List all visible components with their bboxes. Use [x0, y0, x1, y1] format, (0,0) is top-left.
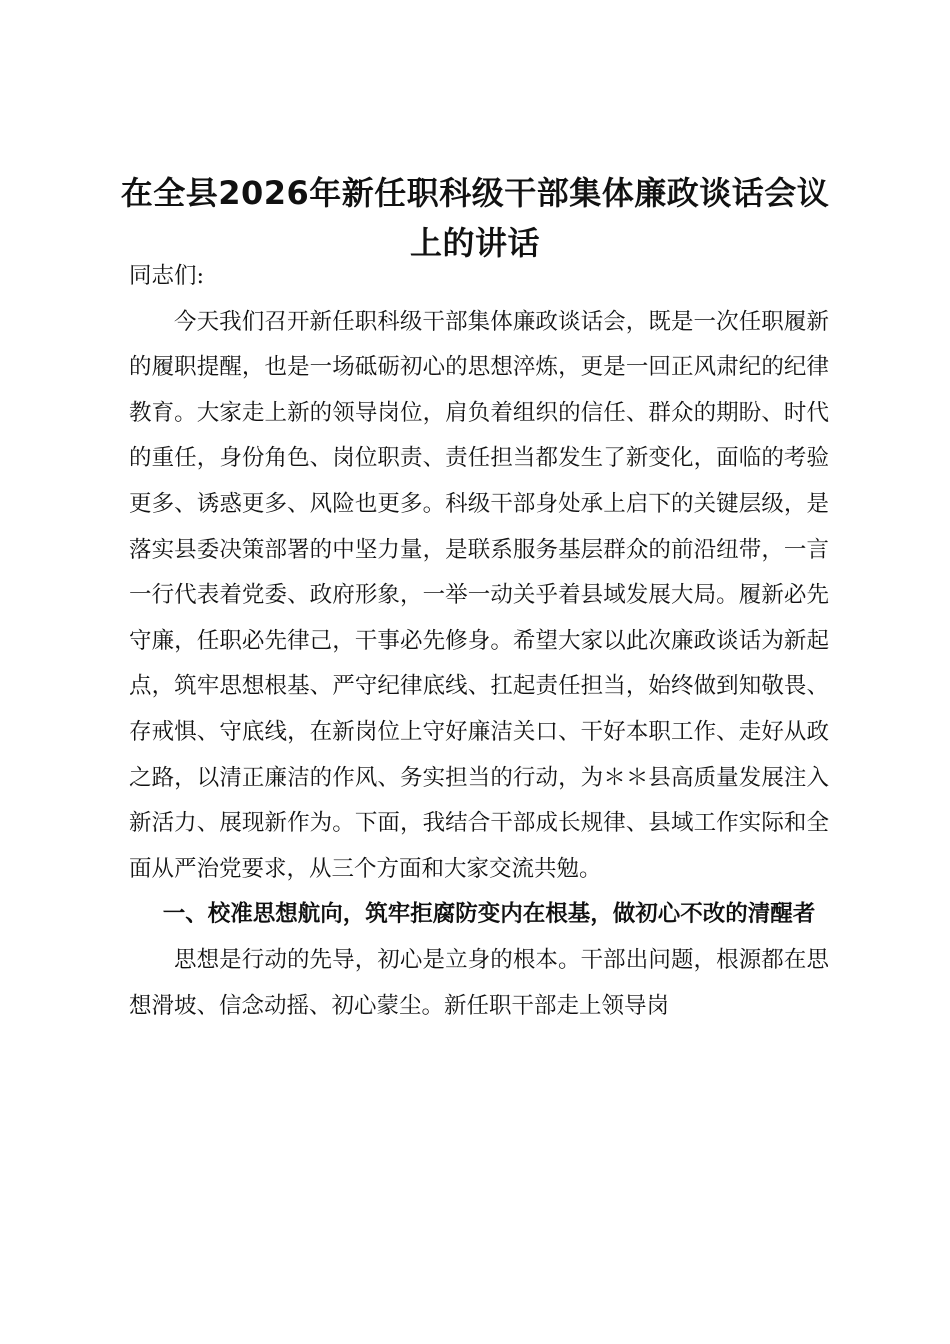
document-title: 在全县2026年新任职科级干部集体廉政谈话会议上的讲话 — [120, 174, 830, 262]
section-paragraph: 思想是行动的先导，初心是立身的根本。干部出问题，根源都在思想滑坡、信念动摇、初心蒙尘。新任职干部走上领导岗 — [129, 946, 829, 1019]
section-heading: 一、校准思想航向，筑牢拒腐防变内在根基，做初心不改的清醒者 — [162, 901, 816, 928]
salutation: 同志们: — [129, 263, 205, 289]
document-body — [129, 254, 829, 1029]
intro-paragraph: 今天我们召开新任职科级干部集体廉政谈话会，既是一次任职履新的履职提醒，也是一场砥砺初心的思想淬炼，更是一回正风肃纪的纪律教育。大家走上新的领导岗位，肩负着组织的信任、群众的期盼、时代的重任，身份角色、岗位职责、责任担当都发生了新变化，面临的考验更多、诱惑更多、风险也更多。科级干部身处承上启下的关键层级，是落实县委决策部署的中坚力量，是联系服务基层群众的前沿纽带，一言一行代表着党委、政府形象，一举一动关乎着县域发展大局。履新必先守廉，任职必先律己，干事必先修身。希望大家以此次廉政谈话为新起点，筑牢思想根基、严守纪律底线、扛起责任担当，始终做到知敬畏、存戒惧、守底线，在新岗位上守好廉洁关口、干好本职工作、走好从政之路，以清正廉洁的作风、务实担当的行动，为＊＊县高质量发展注入新活力、展现新作为。下面，我结合干部成长规律、县域工作实际和全面从严治党要求，从三个方面和大家交流共勉。 — [129, 308, 829, 882]
